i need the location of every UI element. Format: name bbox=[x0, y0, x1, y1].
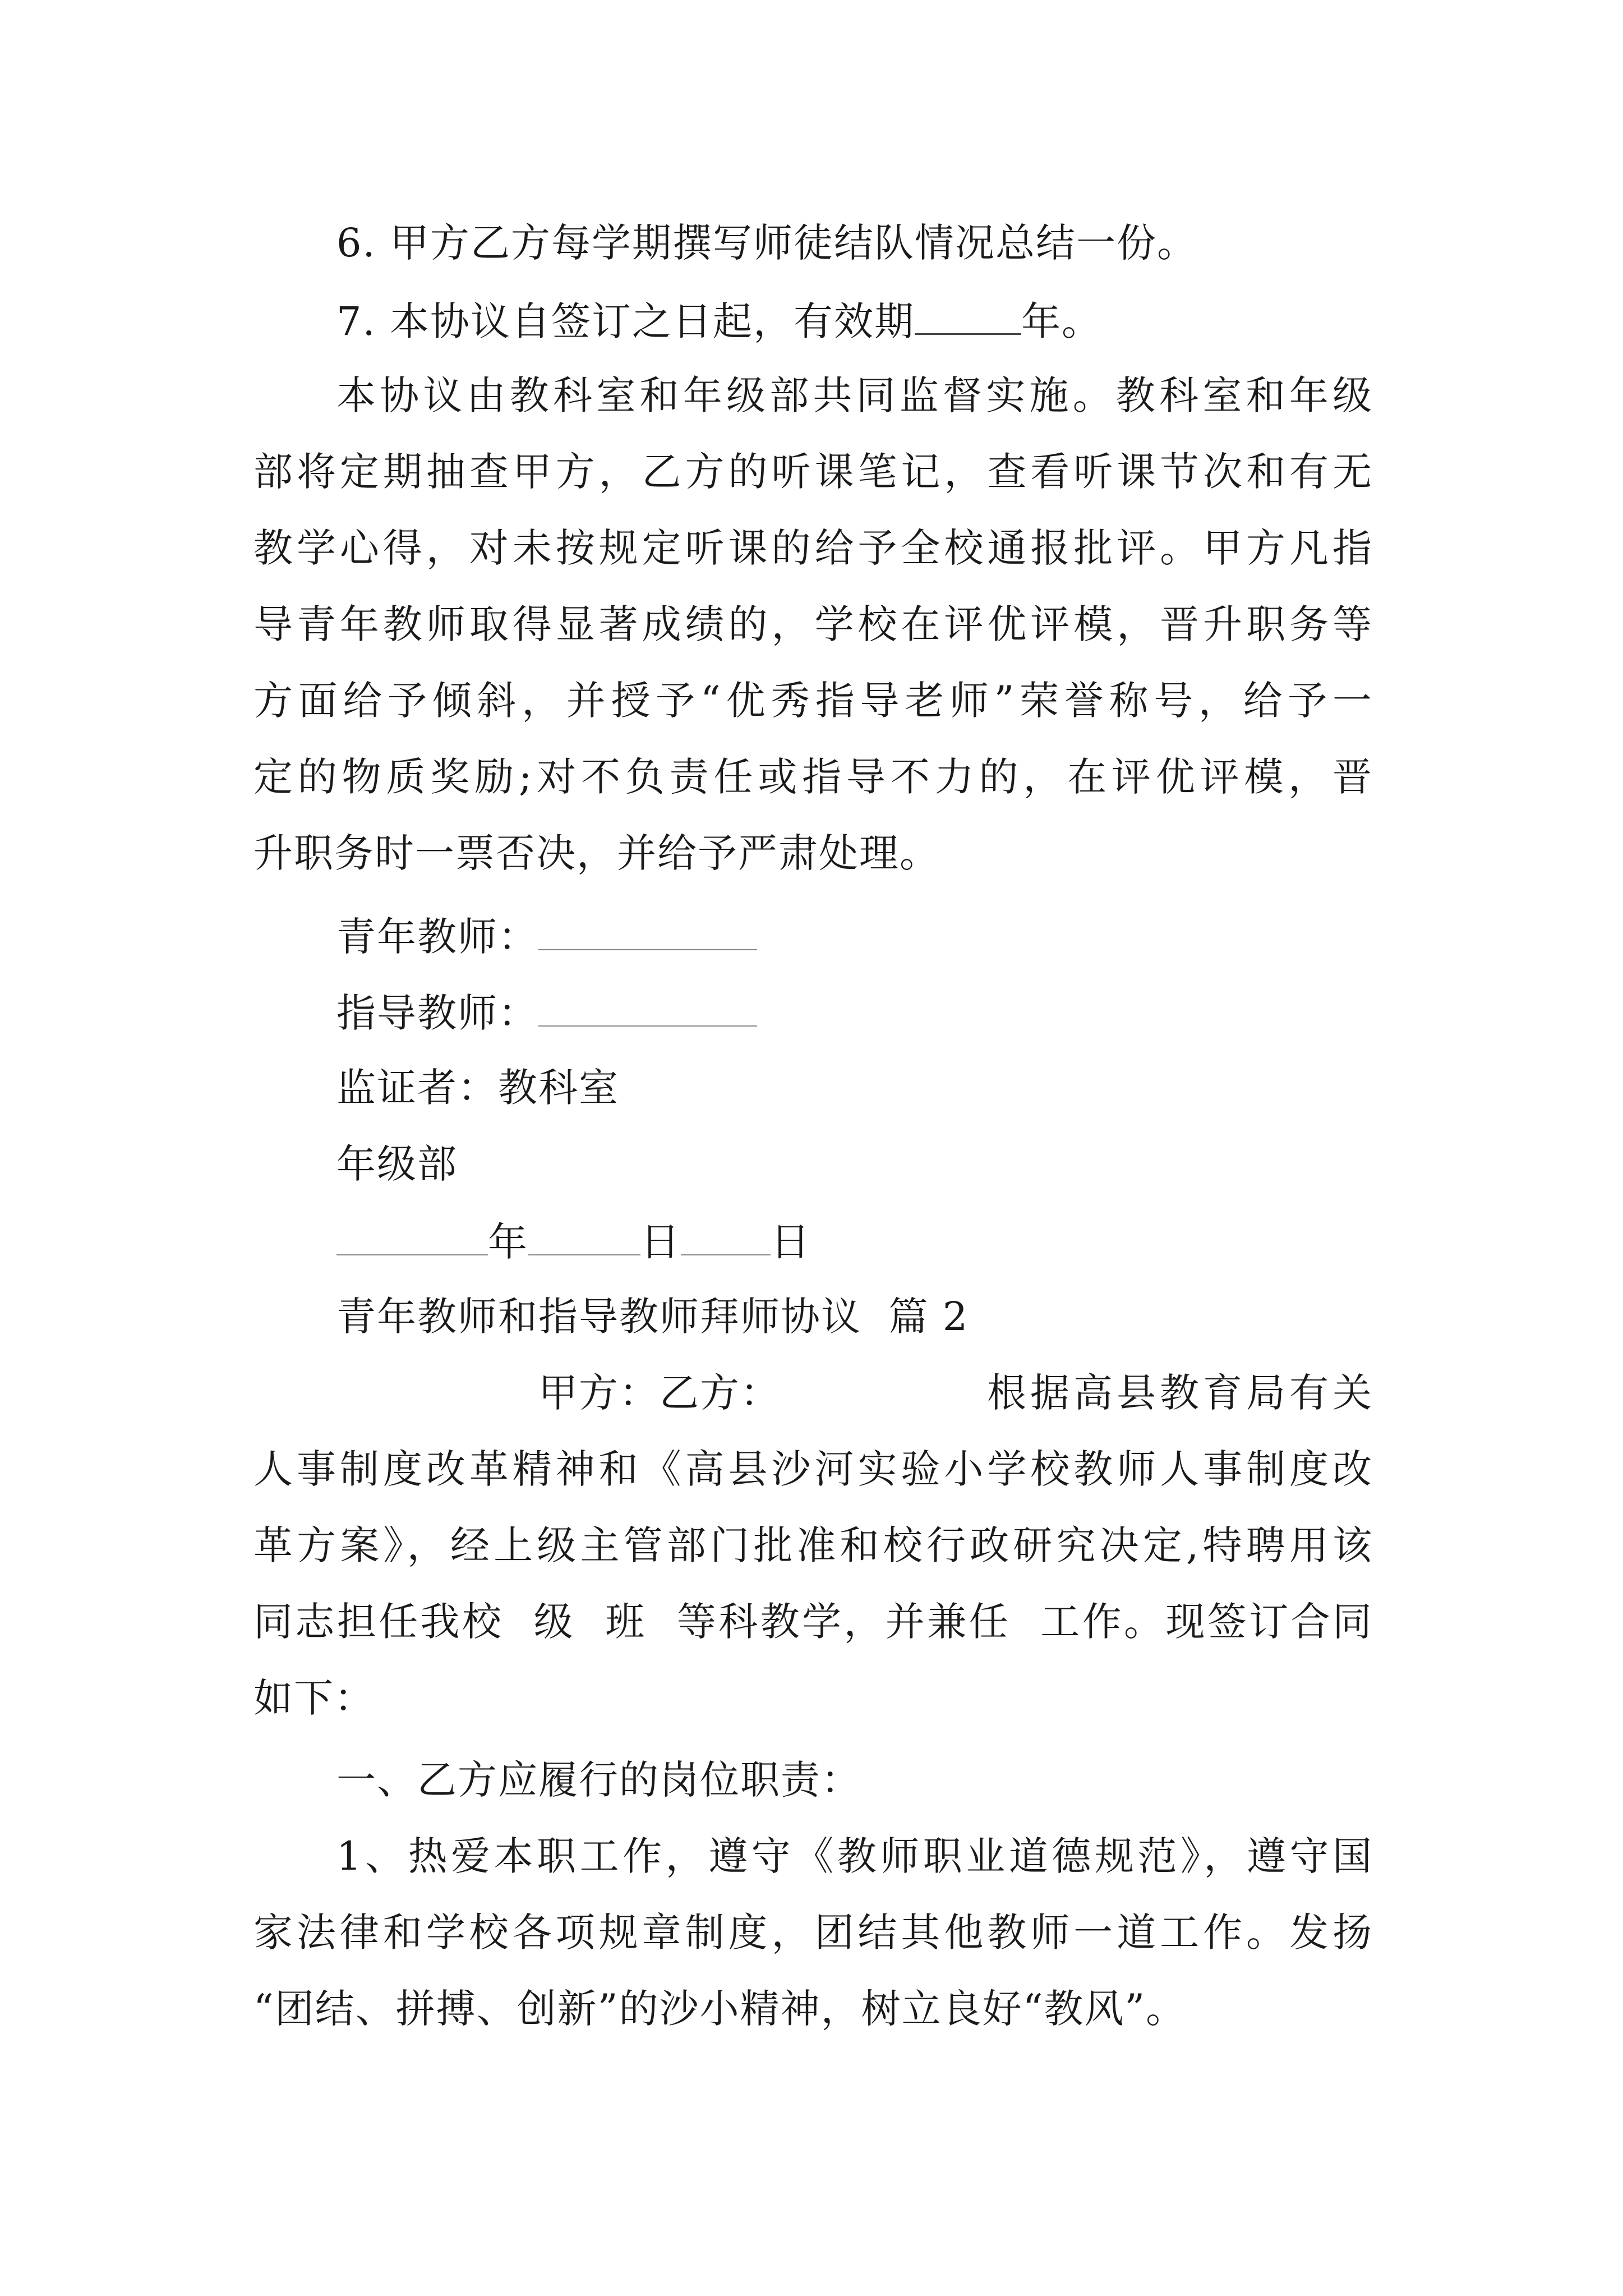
month-label: 日 bbox=[640, 1219, 681, 1265]
date-line bbox=[336, 1219, 811, 1265]
witness-line: 监证者：教科室 bbox=[336, 1065, 619, 1111]
supervision-line-5: 方面给予倾斜，并授予“优秀指导老师”荣誉称号，给予一 bbox=[253, 678, 1373, 724]
mentor-blank bbox=[538, 992, 757, 1027]
day-blank bbox=[681, 1221, 771, 1255]
contract-intro-line-1-tail: 根据高县教育局有关 bbox=[987, 1370, 1373, 1416]
supervision-line-1: 本协议由教科室和年级部共同监督实施。教科室和年级 bbox=[336, 372, 1373, 418]
young-teacher-blank bbox=[538, 915, 757, 950]
grade-department: 年级部 bbox=[336, 1141, 458, 1187]
validity-years-blank bbox=[915, 300, 1021, 335]
duty-1-line-3: “团结、拼搏、创新”的沙小精神，树立良好“教风”。 bbox=[253, 1986, 1187, 2032]
month-blank bbox=[528, 1221, 640, 1255]
supervision-line-6: 定的物质奖励;对不负责任或指导不力的，在评优评模，晋 bbox=[253, 754, 1373, 800]
item-7-text: 7. 本协议自签订之日起，有效期 bbox=[336, 298, 915, 344]
contract-parties: 甲方：乙方： bbox=[538, 1370, 781, 1416]
contract-intro-line-4: 同志担任我校 级 班 等科教学，并兼任 工作。现签订合同 bbox=[253, 1599, 1373, 1645]
contract-intro-line-3: 革方案》，经上级主管部门批准和校行政研究决定,特聘用该 bbox=[253, 1522, 1373, 1568]
young-teacher-signature bbox=[336, 914, 757, 960]
duties-heading: 一、乙方应履行的岗位职责： bbox=[336, 1757, 861, 1803]
item-7 bbox=[336, 298, 1103, 344]
supervision-line-3: 教学心得，对未按规定听课的给予全校通报批评。甲方凡指 bbox=[253, 525, 1373, 571]
mentor-signature bbox=[336, 990, 757, 1036]
supervision-line-7: 升职务时一票否决，并给予严肃处理。 bbox=[253, 830, 940, 876]
item-7-suffix: 年。 bbox=[1021, 298, 1103, 344]
young-teacher-label: 青年教师： bbox=[336, 914, 538, 960]
day-label: 日 bbox=[771, 1219, 811, 1265]
mentor-label: 指导教师： bbox=[336, 990, 538, 1036]
item-6: 6. 甲方乙方每学期撰写师徒结队情况总结一份。 bbox=[336, 220, 1198, 266]
section-2-title: 青年教师和指导教师拜师协议 篇 2 bbox=[336, 1294, 969, 1340]
duty-1-line-2: 家法律和学校各项规章制度，团结其他教师一道工作。发扬 bbox=[253, 1910, 1373, 1955]
supervision-line-2: 部将定期抽查甲方，乙方的听课笔记，查看听课节次和有无 bbox=[253, 449, 1373, 495]
contract-intro-line-5: 如下： bbox=[253, 1675, 375, 1721]
year-label: 年 bbox=[488, 1219, 528, 1265]
contract-intro-line-2: 人事制度改革精神和《高县沙河实验小学校教师人事制度改 bbox=[253, 1446, 1373, 1492]
duty-1-line-1: 1、热爱本职工作，遵守《教师职业道德规范》，遵守国 bbox=[336, 1833, 1373, 1879]
supervision-line-4: 导青年教师取得显著成绩的，学校在评优评模，晋升职务等 bbox=[253, 601, 1373, 647]
year-blank bbox=[336, 1221, 488, 1255]
